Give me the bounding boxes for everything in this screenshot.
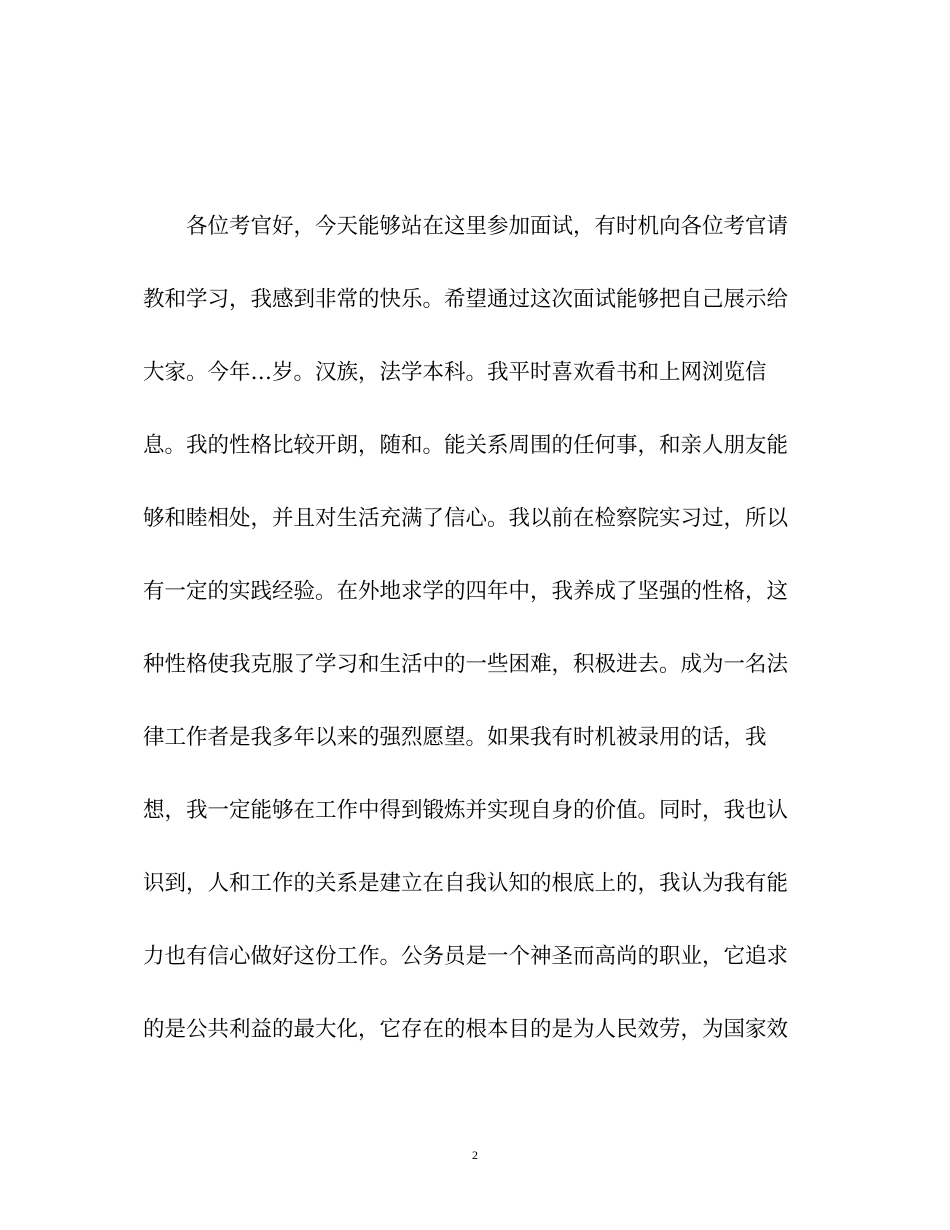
text-line: 力也有信心做好这份工作。公务员是一个神圣而高尚的职业，它追求 xyxy=(143,944,789,969)
text-line: 各位考官好，今天能够站在这里参加面试，有时机向各位考官请 xyxy=(186,214,789,239)
body-paragraph xyxy=(143,204,803,1080)
text-line: 有一定的实践经验。在外地求学的四年中，我养成了坚强的性格，这 xyxy=(143,579,789,604)
text-line: 的是公共利益的最大化，它存在的根本目的是为人民效劳，为国家效 xyxy=(143,1017,789,1042)
page-number: 2 xyxy=(472,1148,478,1162)
text-line: 够和睦相处，并且对生活充满了信心。我以前在检察院实习过，所以 xyxy=(143,506,789,531)
text-line: 识到，人和工作的关系是建立在自我认知的根底上的，我认为我有能 xyxy=(143,871,789,896)
text-line: 种性格使我克服了学习和生活中的一些困难，积极进去。成为一名法 xyxy=(143,652,789,677)
text-line: 想，我一定能够在工作中得到锻炼并实现自身的价值。同时，我也认 xyxy=(143,798,789,823)
text-line: 律工作者是我多年以来的强烈愿望。如果我有时机被录用的话，我 xyxy=(143,725,767,750)
text-line: 大家。今年…岁。汉族，法学本科。我平时喜欢看书和上网浏览信 xyxy=(143,360,767,385)
text-line: 教和学习，我感到非常的快乐。希望通过这次面试能够把自己展示给 xyxy=(143,287,789,312)
text-line: 息。我的性格比较开朗，随和。能关系周围的任何事，和亲人朋友能 xyxy=(143,433,789,458)
